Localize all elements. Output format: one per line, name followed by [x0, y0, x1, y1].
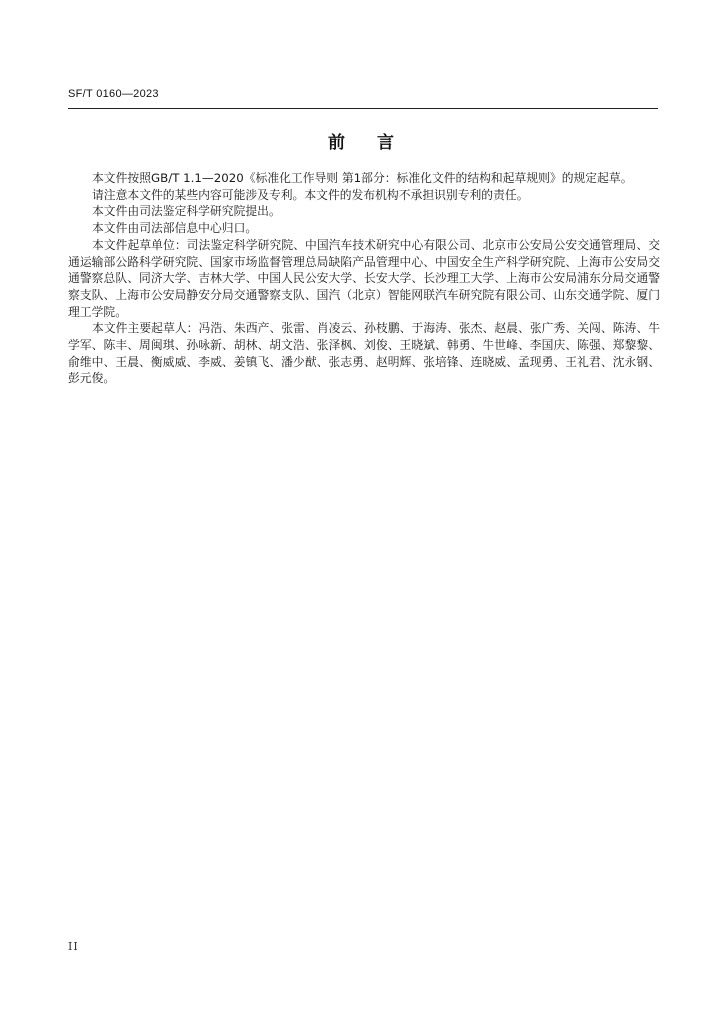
document-code: SF/T 0160—2023: [68, 88, 159, 100]
paragraph-proposer: 本文件由司法鉴定科学研究院提出。: [92, 204, 281, 219]
title-char-1: 前: [328, 133, 347, 153]
paragraph-drafters: 本文件主要起草人：冯浩、朱西产、张雷、肖凌云、孙枝鹏、于海涛、张杰、赵晨、张广秀、关闯、陈涛、牛学军、陈丰、周闽琪、孙咏新、胡林、胡文浩、张泽枫、刘俊、王晓斌、韩勇、牛世峰、李国庆、陈强、郑黎黎、俞维中、王晨、衡威威、李威、姜镇飞、潘少猷、张志勇、赵明辉、张培锋、连晓威、孟现勇、王礼君、沈永钢、彭元俊。: [68, 321, 660, 386]
title-char-2: 言: [377, 133, 396, 153]
foreword-body: [68, 170, 660, 387]
page-number: II: [68, 940, 79, 953]
paragraph-drafting-rules: 本文件按照GB/T 1.1—2020《标准化工作导则 第1部分：标准化文件的结构和起草规则》的规定起草。: [92, 171, 633, 185]
paragraph-patent-notice: 请注意本文件的某些内容可能涉及专利。本文件的发布机构不承担识别专利的责任。: [92, 187, 529, 202]
header-divider: [68, 108, 658, 109]
paragraph-drafting-units: 本文件起草单位：司法鉴定科学研究院、中国汽车技术研究中心有限公司、北京市公安局公安交通管理局、交通运输部公路科学研究院、国家市场监督管理总局缺陷产品管理中心、中国安全生产科学研究院、上海市公安局交通警察总队、同济大学、吉林大学、中国人民公安大学、长安大学、长沙理工大学、上海市公安局浦东分局交通警察支队、上海市公安局静安分局交通警察支队、国汽（北京）智能网联汽车研究院有限公司、山东交通学院、厦门理工学院。: [68, 237, 660, 319]
paragraph-administrator: 本文件由司法部信息中心归口。: [92, 221, 258, 236]
page-title: [0, 128, 724, 153]
